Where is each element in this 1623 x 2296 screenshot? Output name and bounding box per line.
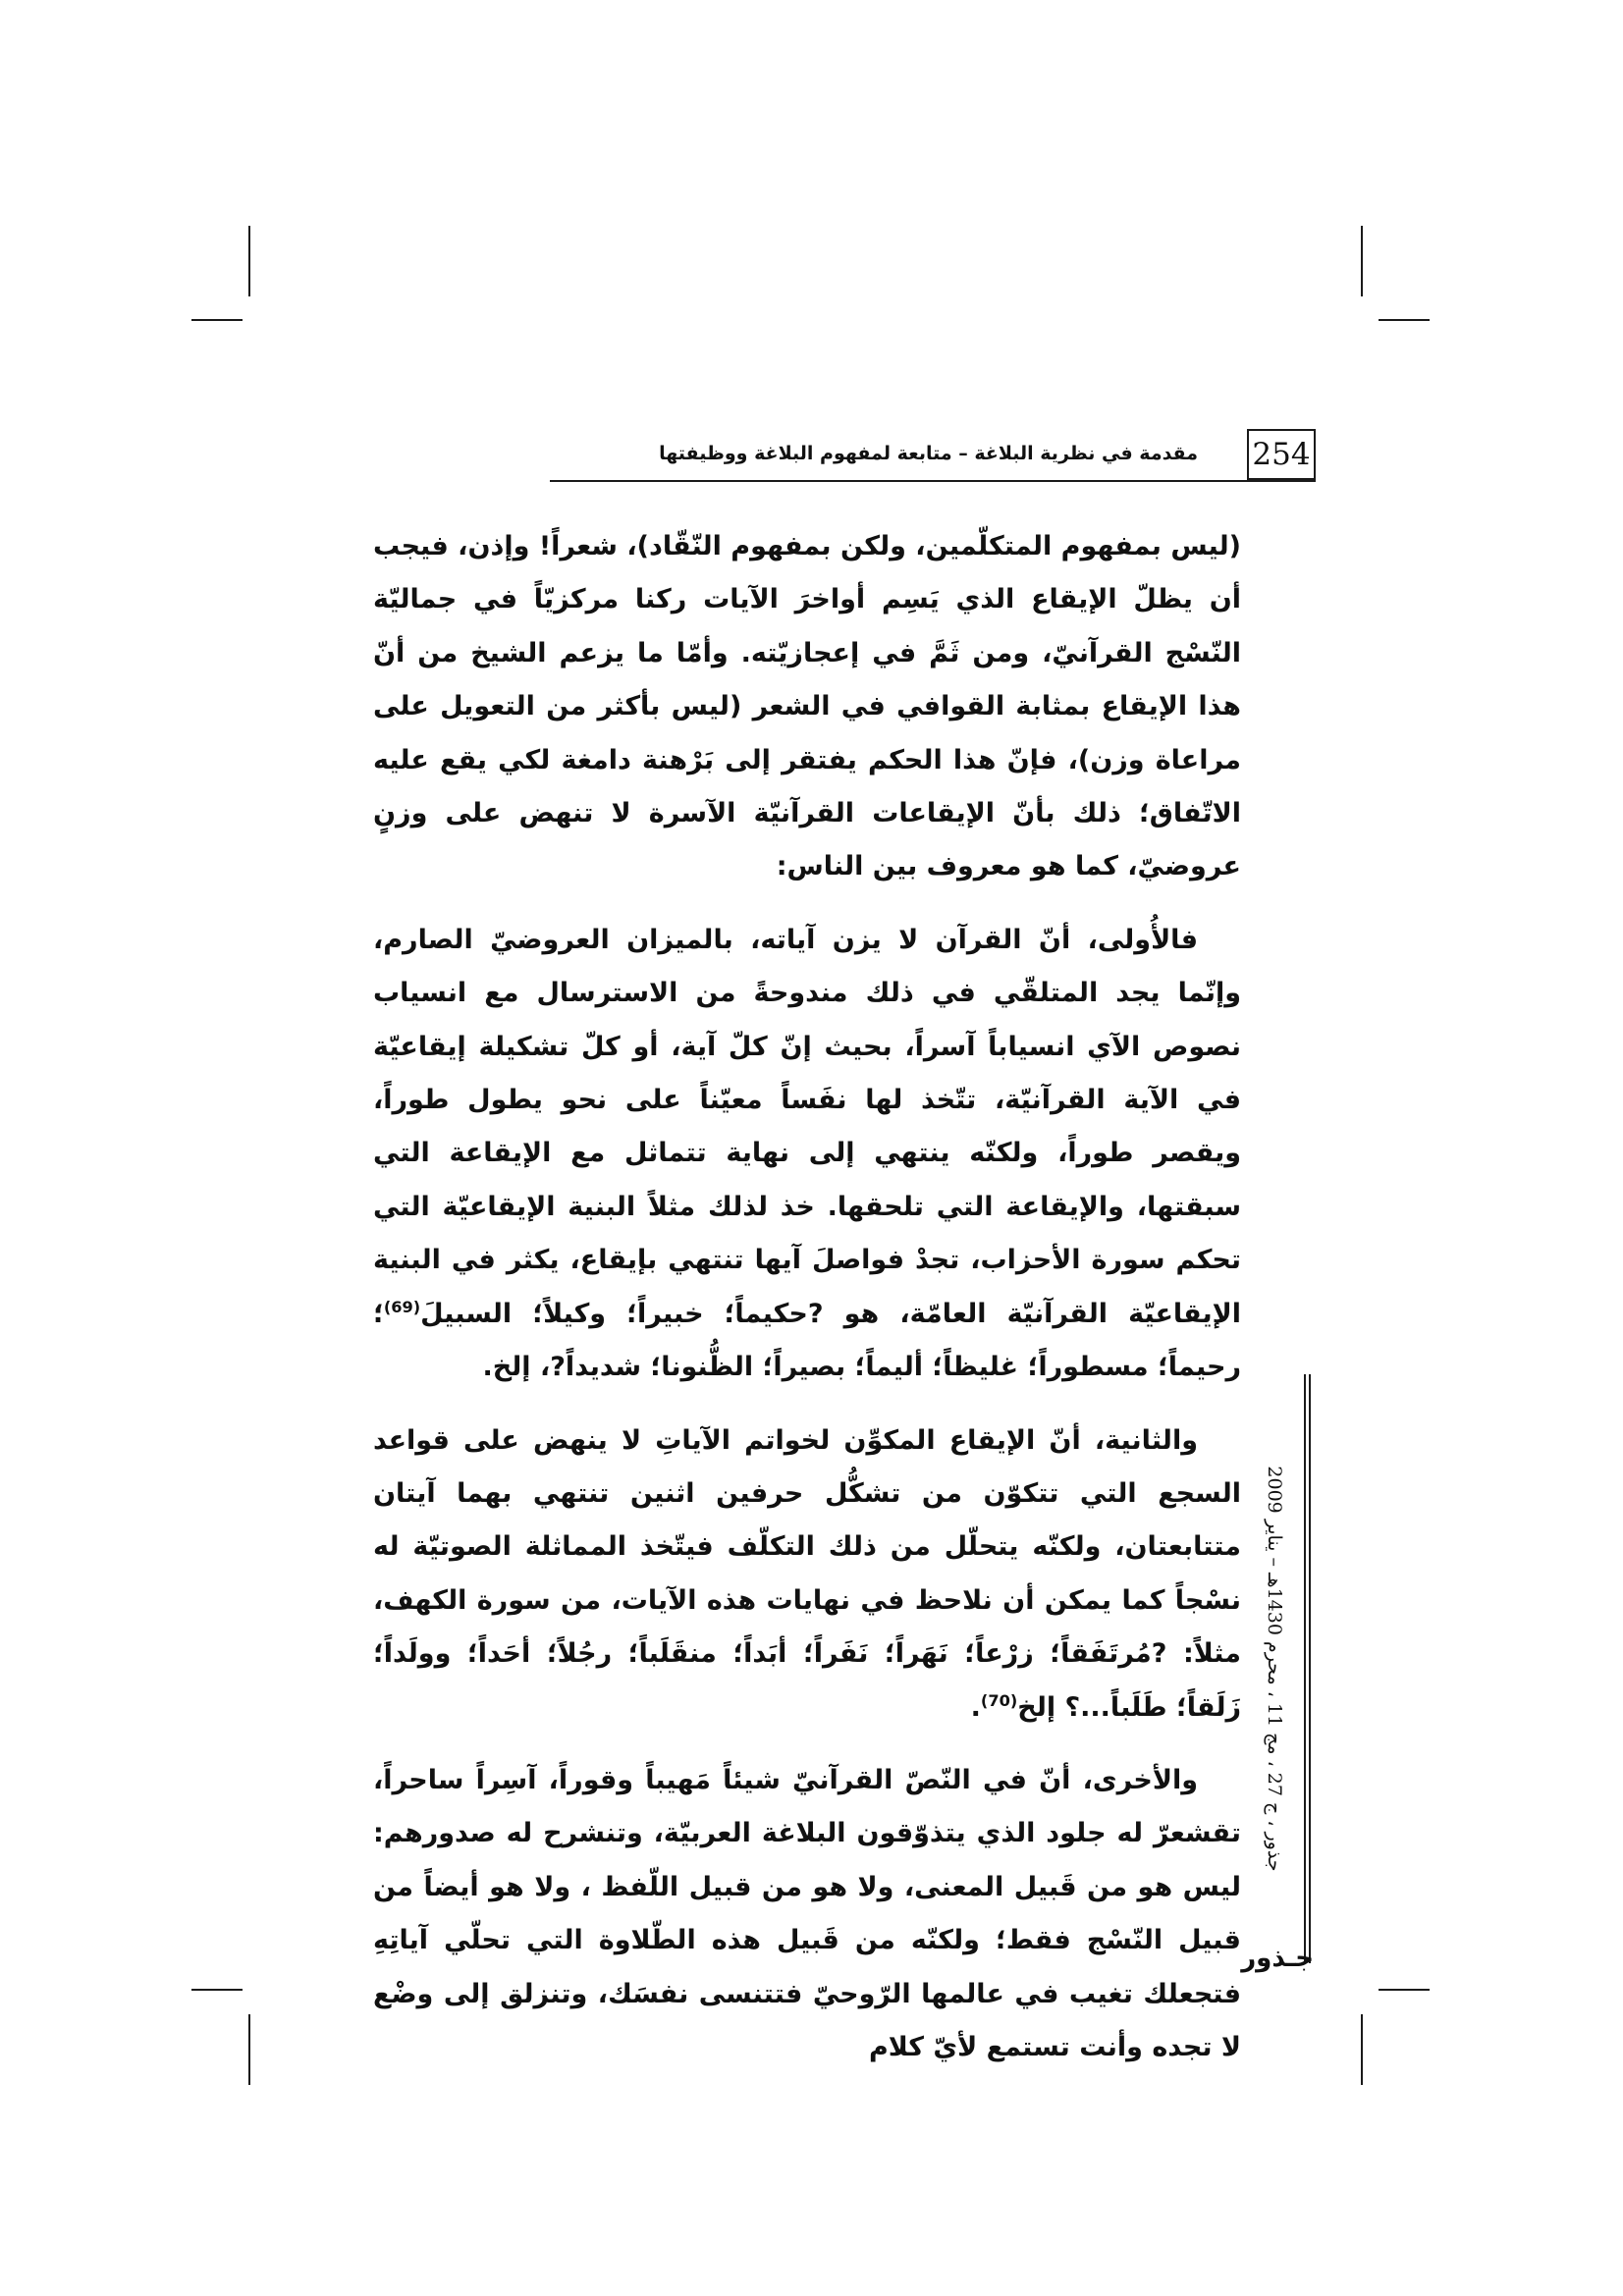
sidebar-rule bbox=[1309, 1374, 1311, 1963]
crop-mark-bottom-left-horizontal bbox=[191, 1989, 243, 1991]
crop-mark-bottom-right-horizontal bbox=[1379, 1989, 1430, 1991]
paragraph-2-text: فالأُولى، أنّ القرآن لا يزن آياته، بالميزان العروضيّ الصارم، وإنّما يجد المتلقّي في ذلك مندوحةً من الاسترسال مع انسياب نصوص الآي انسياباً آسراً، بحيث إنّ كلّ آية، أو كلّ تشكيلة إيقاعيّة في الآية القرآنيّة، تتّخذ لها نفَساً معيّناً على نحو يطول طوراً، ويقصر طوراً، ولكنّه ينتهي إلى نهاية تتماثل مع الإيقاعة التي سبقتها، والإيقاعة التي تلحقها. خذ لذلك مثلاً البنية الإيقاعيّة التي تحكم سورة الأحزاب، تجدْ فواصلَ آيها تنتهي بإيقاع، يكثر في البنية الإيقاعيّة القرآنيّة العامّة، هو ?حكيماً؛ خبيراً؛ وكيلاً؛ السبيلَ bbox=[373, 924, 1241, 1329]
paragraph-4: والأخرى، أنّ في النّصّ القرآنيّ شيئاً مَهيباً وقوراً، آسِراً ساحراً، تقشعرّ له جلود الذي يتذوّقون البلاغة العربيّة، وتنشرح له صدورهم: ليس هو من قَبيل المعنى، ولا هو من قبيل اللّفظ ، ولا هو أيضاً من قبيل النّسْج فقط؛ ولكنّه من قَبيل هذه الطّلاوة التي تحلّي آياتِهِ فتجعلك تغيب في عالمها الرّوحيّ فتتنسى نفسَك، وتنزلق إلى وضْع لا تجده وأنت تستمع لأيّ كلام bbox=[373, 1764, 1241, 2062]
footnote-ref-70: (70) bbox=[980, 1690, 1018, 1710]
crop-mark-bottom-left-vertical bbox=[248, 2014, 250, 2085]
crop-mark-top-left-horizontal bbox=[191, 319, 243, 321]
paragraph-2 bbox=[373, 914, 1241, 1395]
paragraph-1: (ليس بمفهوم المتكلّمين، ولكن بمفهوم النّقّاد)، شعراً! وإذن، فيجب أن يظلّ الإيقاع الذي يَسِم أواخرَ الآيات ركنا مركزيّاً في جماليّة النّسْج القرآنيّ، ومن ثَمَّ في إعجازيّته. وأمّا ما يزعم الشيخ من أنّ هذا الإيقاع بمثابة القوافي في الشعر (ليس بأكثر من التعويل على مراعاة وزن)، فإنّ هذا الحكم يفتقر إلى بَرْهنة دامغة لكي يقع عليه الاتّفاق؛ ذلك بأنّ الإيقاعات القرآنيّة الآسرة لا تنهض على وزنٍ عروضيّ، كما هو معروف بين الناس: bbox=[373, 531, 1241, 882]
crop-mark-top-right-horizontal bbox=[1379, 319, 1430, 321]
footnote-ref-69: (69) bbox=[383, 1297, 421, 1316]
paragraph-2-tail: ؛ رحيماً؛ مسطوراً؛ غليظاً؛ أليماً؛ بصيراً؛ الظُّنونا؛ شديداً?، إلخ. bbox=[373, 1298, 1241, 1383]
crop-mark-top-left-vertical bbox=[248, 226, 250, 296]
paragraph-3 bbox=[373, 1415, 1241, 1735]
page-number: 254 bbox=[1247, 429, 1316, 480]
journal-sidebar bbox=[1245, 1374, 1314, 1963]
paragraph-3-tail: . bbox=[970, 1691, 981, 1723]
sidebar-rule bbox=[1304, 1374, 1306, 1963]
body-text bbox=[373, 520, 1241, 2094]
running-title: مقدمة في نظرية البلاغة – متابعة لمفهوم البلاغة ووظيفتها bbox=[659, 443, 1198, 464]
paragraph-3-text: والثانية، أنّ الإيقاع المكوِّن لخواتم الآياتِ لا ينهض على قواعد السجع التي تتكوّن من تشكُّل حرفين اثنين تنتهي بهما آيتان متتابعتان، ولكنّه يتحلّل من ذلك التكلّف فيتّخذ المماثلة الصوتيّة له نسْجاً كما يمكن أن نلاحظ في نهايات هذه الآيات، من سورة الكهف، مثلاً: ?مُرتَفَقاً؛ زرْعاً؛ نَهَراً؛ نَفَراً؛ أبَداً؛ منقَلَباً؛ رجُلاً؛ أحَداً؛ وولَداً؛ زَلَقاً؛ طَلَباً...؟ إلخ bbox=[373, 1424, 1241, 1723]
crop-mark-bottom-right-vertical bbox=[1361, 2014, 1363, 2085]
header-rule bbox=[550, 480, 1316, 482]
journal-info: جذور ، ج 27 ، مج 11 ، محرم 1430هـ – يناير 2009 bbox=[1264, 1466, 1285, 1872]
crop-mark-top-right-vertical bbox=[1361, 226, 1363, 296]
journal-logo: جـذور bbox=[1241, 1944, 1314, 1973]
